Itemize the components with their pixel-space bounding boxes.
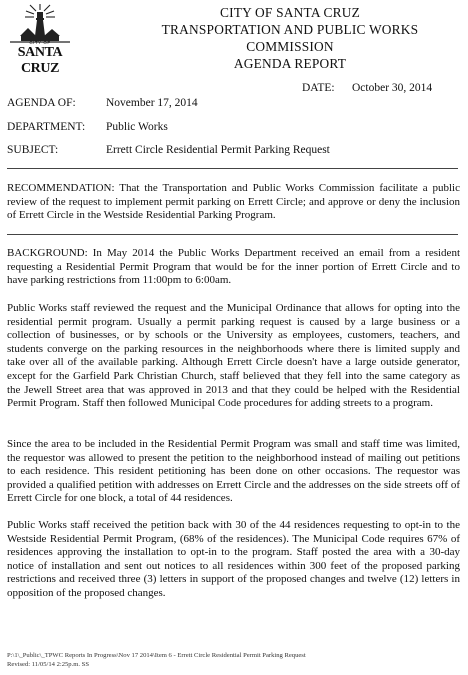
recommendation-paragraph: RECOMMENDATION: That the Transportation and Public Works Commission facilitate a public review of the request to implement permit parking on Errett Circle; and approve or deny the inclusion of Errett Circle in the Westside Residential Parking Program. [7,182,460,222]
logo-small-text: CITY OF [29,40,51,45]
header-commission: COMMISSION [246,39,334,54]
background-paragraph: BACKGROUND: In May 2014 the Public Works Department received an email from a resident requesting a Residential Permit Program that would be for the inner portion of Errett Circle and to have parking restrictions from 11:00pm to 6:00am. [7,247,460,287]
report-header [120,4,460,72]
header-city: CITY OF SANTA CRUZ [219,5,361,20]
subject-value: Errett Circle Residential Permit Parking Request [106,144,330,156]
logo-main-text: SANTA CRUZ [17,45,63,76]
lighthouse-icon [6,4,74,44]
document-footer [7,651,462,669]
date-label: DATE: [302,82,335,94]
agenda-label: AGENDA OF: [7,97,76,109]
petition-paragraph: Since the area to be included in the Residential Permit Program was small and staff time was limited, the requestor was allowed to present the petition to the neighborhood instead of mailing out petitions to each residence. This resident petitioning has been done on other occasions. The requestor was provided a qualified petition with addresses on Errett Circle and the addresses on the side streets off of Errett Circle for one block, a total of 44 residences. [7,438,460,505]
agenda-value: November 17, 2014 [106,97,198,109]
header-department: TRANSPORTATION AND PUBLIC WORKS [161,22,419,37]
department-value: Public Works [106,121,168,133]
subject-label: SUBJECT: [7,144,59,156]
city-logo [6,4,74,76]
footer-revised: Revised: 11/05/14 2:25p.m. SS [7,661,89,668]
date-value: October 30, 2014 [352,82,433,94]
header-report-type: AGENDA REPORT [233,56,347,71]
petition-results-paragraph: Public Works staff received the petition back with 30 of the 44 residences requesting to opt-in to the Westside Residential Permit Program, (68% of the residences). The Municipal Code requires 67% of residences approving the installation to opt-in to the program. Staff posted the area with a 30-day notice of installation and sent out notices to all residences within 300 feet of the proposed parking restrictions and received three (3) letters in support of the proposed changes and twelve (12) letters in opposition of the proposed changes. [7,519,460,599]
department-label: DEPARTMENT: [7,121,86,133]
divider-bottom [7,234,458,235]
footer-file-path: P:\1\_Public\_TPWC Reports In Progress\Nov 17 2014\Item 6 - Errett Circle Residential Permit Parking Request [7,652,306,659]
staff-review-paragraph: Public Works staff reviewed the request and the Municipal Ordinance that allows for opting into the residential permit program. Usually a permit parking request is caused by a large business or a collection of businesses, or by schools or the University as employees, customers, teachers, and students converge on the parking resources in the neighborhoods where there is limited supply and take over all of the available parking. Although Errett Circle doesn't have a large outside generator, except for the Garfield Park Christian Church, staff believed that they fell into the same category as the Jewell Street area that was approved in 2013 and that they could be helped with the Residential Permit Program. Staff then followed Municipal Code procedures for adding streets to a program. [7,302,460,410]
divider-top [7,168,458,169]
